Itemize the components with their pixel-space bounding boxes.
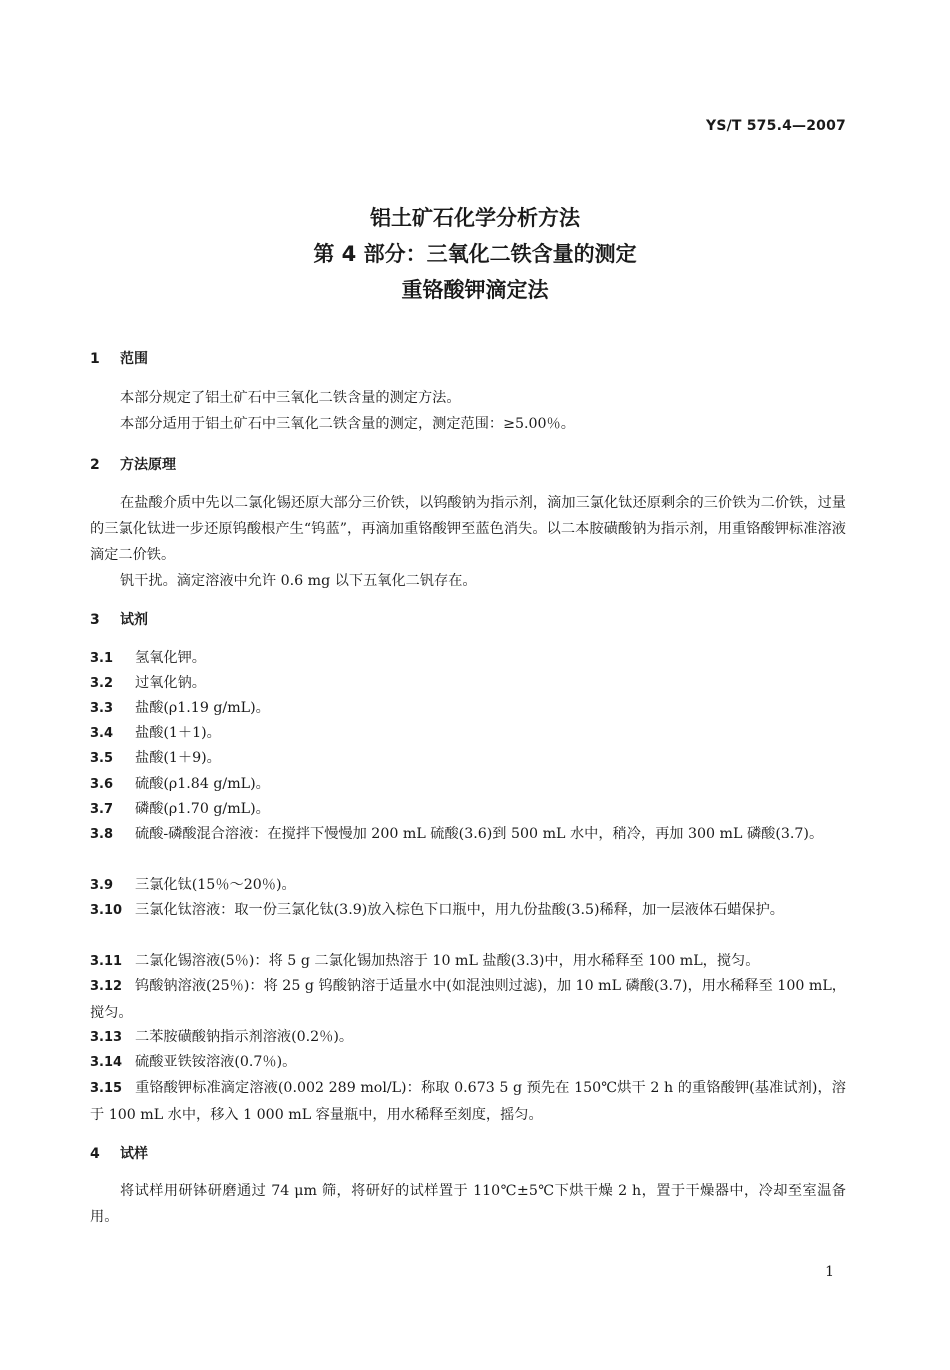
item-text: 二氯化锡溶液(5％)：将 5 g 二氯化锡加热溶于 10 mL 盐酸(3.3)中，用水稀释至 100 mL，搅匀。 [135,953,760,969]
item-text: 二苯胺磺酸钠指示剂溶液(0.2％)。 [135,1029,354,1045]
reagent-item [90,796,846,823]
section-title: 方法原理 [120,457,176,473]
standard-code: YS/T 575.4—2007 [705,118,846,134]
item-text: 过氧化钠。 [135,675,206,691]
section-4-heading [90,1143,148,1163]
reagent-item [90,872,846,899]
reagent-item [90,948,846,975]
section-title: 试样 [120,1146,148,1162]
item-number: 3.10 [90,903,123,918]
reagent-item [90,897,846,924]
reagent-item [90,771,846,798]
section-number: 1 [90,351,100,367]
item-number: 3.5 [90,751,114,766]
section-3-heading [90,609,148,629]
item-number: 3.15 [90,1081,123,1096]
item-number: 3.8 [90,827,114,842]
section-4-paragraph-1: 将试样用研钵研磨通过 74 μm 筛，将研好的试样置于 110℃±5℃下烘干燥 2 h，置于干燥器中，冷却至室温备用。 [90,1183,846,1225]
reagent-item [90,670,846,697]
item-number: 3.7 [90,802,114,817]
section-2-paragraph-1: 在盐酸介质中先以二氯化锡还原大部分三价铁，以钨酸钠为指示剂，滴加三氯化钛还原剩余的三价铁为二价铁，过量的三氯化钛进一步还原钨酸根产生“钨蓝”，再滴加重铬酸钾至蓝色消失。以二本胺磺酸钠为指示剂，用重铬酸钾标准溶液滴定二价铁。 [90,495,846,563]
item-number: 3.6 [90,777,114,792]
item-number: 3.11 [90,954,123,969]
item-text: 硫酸亚铁铵溶液(0.7％)。 [135,1054,297,1070]
section-2-paragraph-2: 钒干扰。滴定溶液中允许 0.6 mg 以下五氧化二钒存在。 [120,573,477,589]
reagent-item [90,720,846,747]
item-text: 重铬酸钾标准滴定溶液(0.002 289 mol/L)：称取 0.673 5 g 预先在 150℃烘干 2 h 的重铬酸钾(基准试剂)，溶于 100 mL 水中，移入 1 000 mL 容量瓶中，用水稀释至刻度，摇匀。 [90,1080,846,1123]
item-number: 3.14 [90,1055,123,1070]
title-line-1: 铝土矿石化学分析方法 [370,206,580,230]
section-title: 试剂 [120,612,148,628]
reagent-item [90,745,846,772]
section-number: 4 [90,1146,100,1162]
item-text: 硫酸-磷酸混合溶液：在搅拌下慢慢加 200 mL 硫酸(3.6)到 500 mL 水中，稍冷，再加 300 mL 磷酸(3.7)。 [135,826,824,842]
item-number: 3.3 [90,701,114,716]
reagent-item [90,695,846,722]
item-text: 硫酸(ρ1.84 g/mL)。 [135,776,270,792]
title-line-2: 第 4 部分：三氧化二铁含量的测定 [313,242,637,266]
item-text: 三氯化钛溶液：取一份三氯化钛(3.9)放入棕色下口瓶中，用九份盐酸(3.5)稀释，加一层液体石蜡保护。 [135,902,784,918]
item-number: 3.12 [90,979,123,994]
item-number: 3.13 [90,1030,123,1045]
item-text: 盐酸(1＋1)。 [135,725,221,741]
item-text: 磷酸(ρ1.70 g/mL)。 [135,801,270,817]
section-number: 2 [90,457,100,473]
reagent-item [90,1024,846,1051]
item-text: 氢氧化钾。 [135,650,206,666]
section-2-heading [90,454,176,474]
reagent-item [90,1049,846,1076]
item-number: 3.1 [90,651,114,666]
item-text: 钨酸钠溶液(25％)：将 25 g 钨酸钠溶于适量水中(如混浊则过滤)，加 10 mL 磷酸(3.7)，用水稀释至 100 mL，搅匀。 [90,978,846,1021]
item-number: 3.2 [90,676,114,691]
reagent-item [90,645,846,672]
section-1-paragraph-2: 本部分适用于铝土矿石中三氧化二铁含量的测定，测定范围：≥5.00％。 [120,416,575,432]
item-number: 3.4 [90,726,114,741]
section-1-heading [90,348,148,368]
section-number: 3 [90,612,100,628]
reagent-item [90,821,846,848]
title-line-3: 重铬酸钾滴定法 [401,278,549,302]
section-title: 范围 [120,351,148,367]
reagent-item [90,1075,846,1128]
item-number: 3.9 [90,878,114,893]
item-text: 盐酸(1＋9)。 [135,750,221,766]
reagent-item [90,973,846,1026]
item-text: 三氯化钛(15％～20％)。 [135,877,296,893]
page-number: 1 [825,1264,834,1280]
section-1-paragraph-1: 本部分规定了铝土矿石中三氧化二铁含量的测定方法。 [120,390,461,406]
item-text: 盐酸(ρ1.19 g/mL)。 [135,700,270,716]
document-title [0,200,950,308]
